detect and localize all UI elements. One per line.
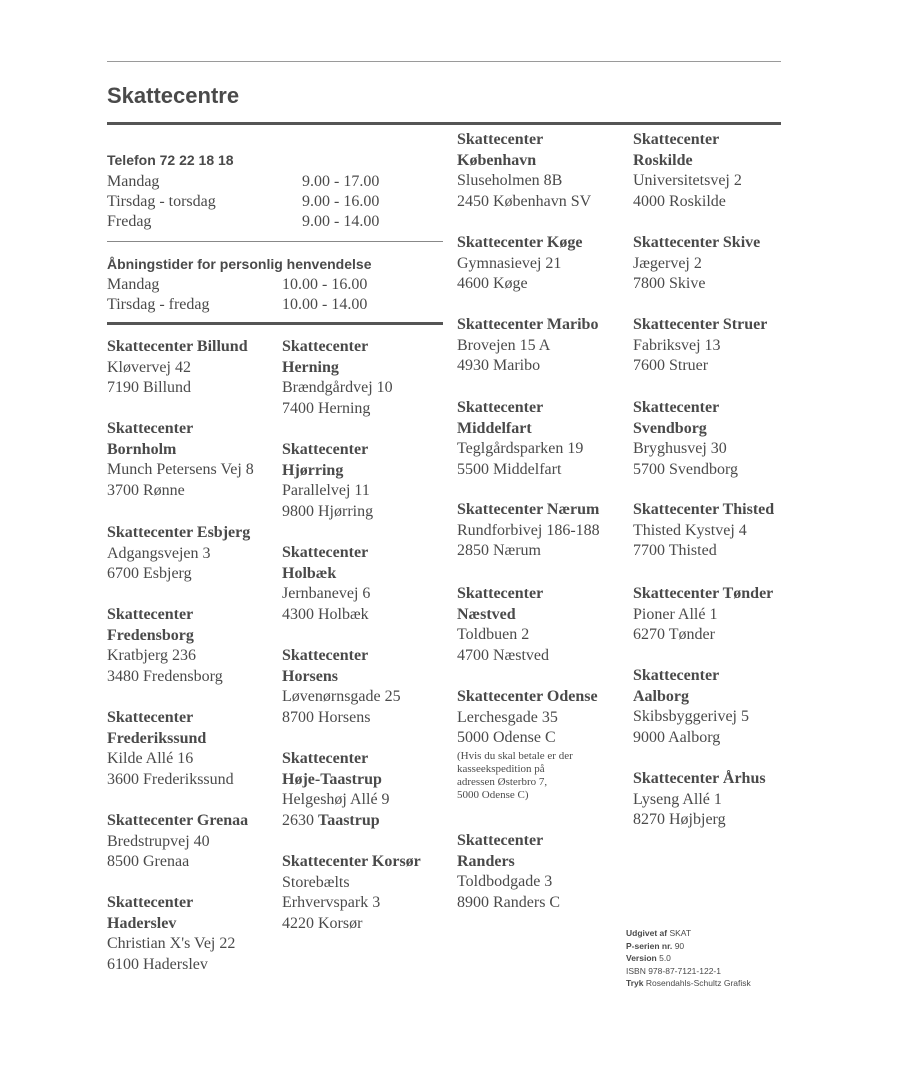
center-herning: Skattecenter Herning Brændgårdvej 10 7400 Herning <box>282 338 393 417</box>
center-skive: Skattecenter Skive Jægervej 2 7800 Skive <box>633 234 761 293</box>
center-billund: Skattecenter Billund Kløvervej 42 7190 Billund <box>107 338 248 397</box>
section-rule <box>107 322 443 325</box>
center-kobenhavn: Skattecenter København Sluseholmen 8B 2450 København SV <box>457 131 592 210</box>
center-horsens: Skattecenter Horsens Løvenørnsgade 25 8700 Horsens <box>282 647 401 726</box>
colophon-line: ISBN 978-87-7121-122-1 <box>626 965 721 976</box>
odense-note: (Hvis du skal betale er der kasseekspedition på adressen Østerbro 7, 5000 Odense C) <box>457 749 573 801</box>
section-divider <box>107 241 443 242</box>
center-korsor: Skattecenter Korsør Storebælts Erhvervspark 3 4220 Korsør <box>282 853 421 932</box>
center-koge: Skattecenter Køge Gymnasievej 21 4600 Køge <box>457 234 583 293</box>
center-fredensborg: Skattecenter Fredensborg Kratbjerg 236 3480 Fredensborg <box>107 606 223 685</box>
colophon <box>626 927 751 990</box>
center-bornholm: Skattecenter Bornholm Munch Petersens Vej 8 3700 Rønne <box>107 420 254 499</box>
header-rule <box>107 122 781 125</box>
center-tonder: Skattecenter Tønder Pioner Allé 1 6270 Tønder <box>633 585 774 644</box>
center-middelfart: Skattecenter Middelfart Teglgårdsparken 19 5500 Middelfart <box>457 399 584 478</box>
colophon-line: Version 5.0 <box>626 953 671 963</box>
center-roskilde: Skattecenter Roskilde Universitetsvej 2 4000 Roskilde <box>633 131 742 210</box>
visit-header: Åbningstider for personlig henvendelse <box>107 256 372 272</box>
center-hoje-taastrup: Skattecenter Høje-Taastrup Helgeshøj Allé 9 2630 Taastrup <box>282 750 390 829</box>
center-thisted: Skattecenter Thisted Thisted Kystvej 4 7700 Thisted <box>633 501 775 560</box>
center-arhus: Skattecenter Århus Lyseng Allé 1 8270 Højbjerg <box>633 770 766 829</box>
center-naestved: Skattecenter Næstved Toldbuen 2 4700 Næstved <box>457 585 549 664</box>
center-struer: Skattecenter Struer Fabriksvej 13 7600 Struer <box>633 316 768 375</box>
colophon-line: Udgivet af SKAT <box>626 928 692 938</box>
center-grenaa: Skattecenter Grenaa Bredstrupvej 40 8500 Grenaa <box>107 812 249 871</box>
center-holbaek: Skattecenter Holbæk Jernbanevej 6 4300 Holbæk <box>282 544 371 623</box>
center-svendborg: Skattecenter Svendborg Bryghusvej 30 5700 Svendborg <box>633 399 739 478</box>
center-hjorring: Skattecenter Hjørring Parallelvej 11 9800 Hjørring <box>282 441 374 520</box>
page-title: Skattecentre <box>107 83 240 108</box>
center-haderslev: Skattecenter Haderslev Christian X's Vej 22 6100 Haderslev <box>107 894 236 973</box>
center-odense: Skattecenter Odense Lerchesgade 35 5000 Odense C (Hvis du skal betale er der kasseekspedition på adressen Østerbro 7, 5000 Odense C) <box>457 688 598 801</box>
center-randers: Skattecenter Randers Toldbodgade 3 8900 Randers C <box>457 832 561 911</box>
phone-header: Telefon 72 22 18 18 <box>107 152 234 168</box>
center-aalborg: Skattecenter Aalborg Skibsbyggerivej 5 9000 Aalborg <box>633 667 749 746</box>
top-rule <box>107 61 781 62</box>
center-naerum: Skattecenter Nærum Rundforbivej 186-188 2850 Nærum <box>457 501 600 560</box>
center-frederikssund: Skattecenter Frederikssund Kilde Allé 16 3600 Frederikssund <box>107 709 234 788</box>
center-maribo: Skattecenter Maribo Brovejen 15 A 4930 Maribo <box>457 316 599 375</box>
colophon-line: P-serien nr. 90 <box>626 940 685 951</box>
colophon-line: Tryk Rosendahls-Schultz Grafisk <box>626 978 751 988</box>
center-esbjerg: Skattecenter Esbjerg Adgangsvejen 3 6700 Esbjerg <box>107 524 251 583</box>
